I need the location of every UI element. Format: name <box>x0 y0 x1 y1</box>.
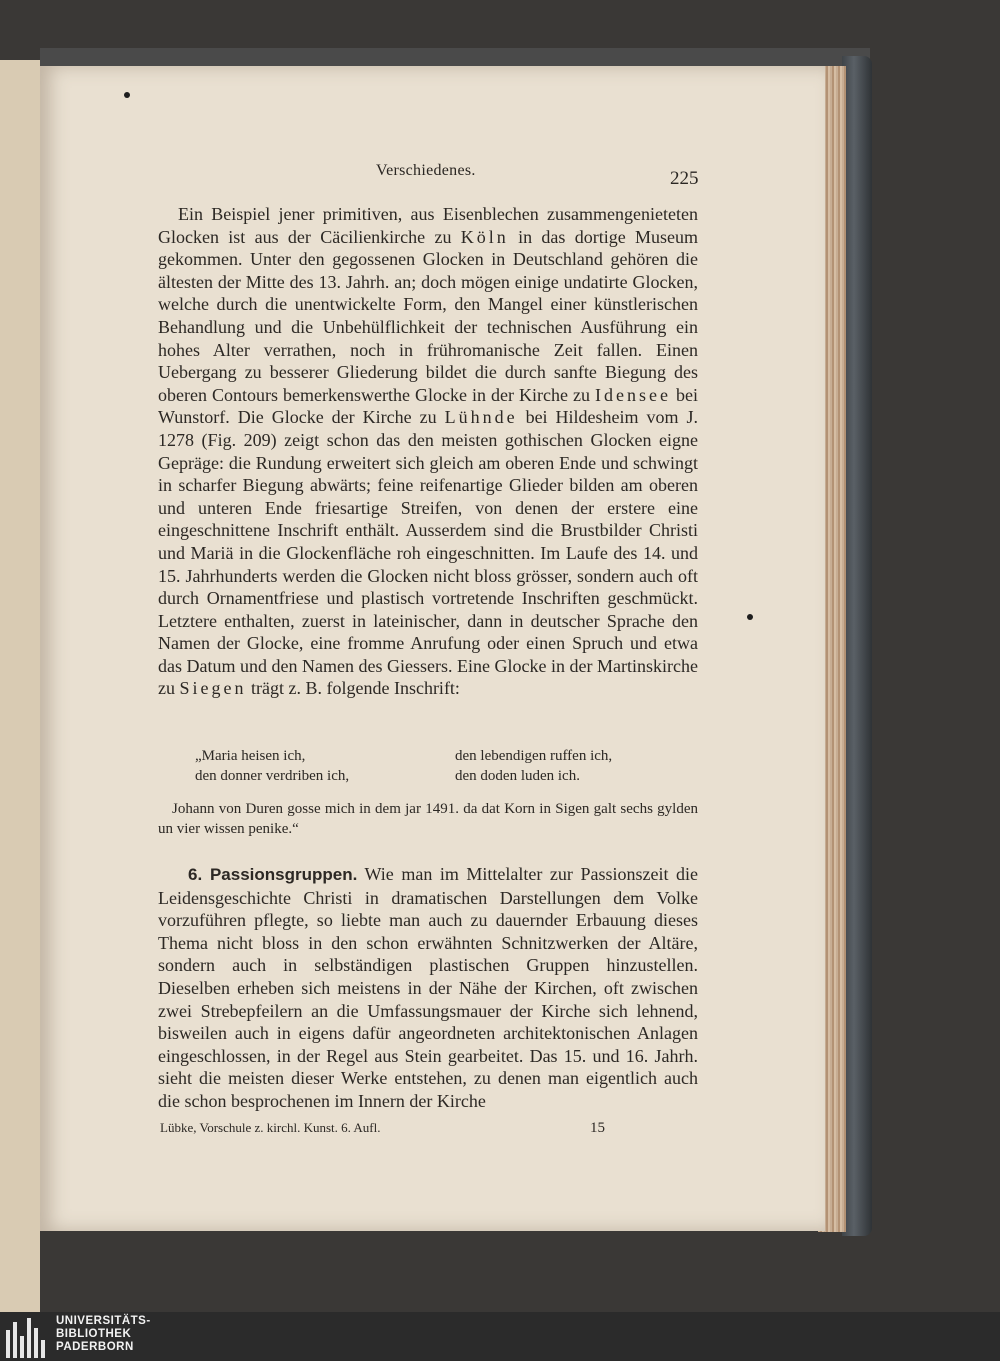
signature-line <box>160 1120 700 1136</box>
library-logo-text <box>56 1315 151 1354</box>
speck-mark <box>124 92 130 98</box>
page-number: 225 <box>670 168 699 189</box>
verse-line: „Maria heisen ich, <box>195 748 306 764</box>
library-footer <box>0 1312 1000 1361</box>
book-cover-top <box>40 48 870 68</box>
place-name-koeln: Köln <box>460 226 509 247</box>
verse-row <box>195 766 695 786</box>
text-run: Ein Beispiel jener primitiven, aus Eisenblechen zusammengenieteten Glocken ist aus der Cäcilienkirche zu <box>158 204 698 247</box>
place-name-siegen: Siegen <box>179 678 247 699</box>
verse-line: den doden luden ich. <box>455 768 580 784</box>
library-logo-icon <box>6 1318 50 1358</box>
signature-text: Lübke, Vorschule z. kirchl. Kunst. 6. Aufl. <box>160 1120 381 1135</box>
book-cover-right <box>842 56 872 1236</box>
text-run: in das dortige Museum gekommen. Unter den gegossenen Glocken in Deutschland gehören die ältesten der Mitte des 13. Jahrh. an; doch mögen einige undatirte Glocken, welche durch die unentwickelte Form, den Mangel einer künstlerischen Behandlung und die Unbehülflichkeit der technischen Ausführung ein hohes Alter verrathen, noch in frühromanische Zeit fallen. Einen Uebergang zu besserer Gliederung bildet die durch sanfte Biegung des oberen Contours bemerkenswerthe Glocke in der Kirche zu <box>158 226 699 405</box>
section-text: Wie man im Mittelalter zur Passionszeit die Leidensgeschichte Christi in dramatischen Darstellungen dem Volke vorzuführen pflegte, so liebte man auch zu dauernder Erbauung dieses Thema nicht bloss in den schon erwähnten Schnitzwerken der Altäre, sondern auch in selbständigen plastischen Gruppen hinzustellen. Dieselben erheben sich meistens in der Nähe der Kirchen, oft zwischen zwei Strebepfeilern an die Umfassungsmauer der Kirche sich lehnend, bisweilen auch in eigens dafür angeordneten architektonischen Anlagen eingeschlossen, in der Regel aus Stein gearbeitet. Das 15. und 16. Jahrh. sieht die meisten dieser Werke entstehen, zu denen man eigentlich auch die schon besprochenen im Innern der Kirche <box>158 864 698 1111</box>
text-run: trägt z. B. folgende Inschrift: <box>246 678 460 699</box>
signature-number: 15 <box>590 1120 605 1136</box>
logo-line: BIBLIOTHEK <box>56 1328 132 1340</box>
text-run: bei Wunstorf. Die Glocke der Kirche zu <box>158 384 698 428</box>
place-name-idensee: Idensee <box>595 384 671 405</box>
logo-line: UNIVERSITÄTS- <box>56 1315 151 1327</box>
running-head-title: Verschiedenes. <box>376 162 476 179</box>
section-heading: 6. Passionsgruppen. <box>188 865 358 884</box>
verse-line: den lebendigen ruffen ich, <box>455 748 613 764</box>
section-passionsgruppen <box>158 863 698 1113</box>
verse-line: den donner verdriben ich, <box>195 768 350 784</box>
place-name-luehnde: Lühnde <box>444 407 518 428</box>
main-text-block <box>158 203 698 700</box>
book-page <box>40 66 825 1231</box>
text-run: bei Hildesheim vom J. 1278 (Fig. 209) zeigt schon das den meisten gothischen Glocken eigne Gepräge: die Rundung erweitert sich gleich am oberen Ende und schwingt in scharfer Biegung abwärts; feine reifenartige Glieder bilden am oberen und unteren Ende friesartige Streifen, von denen der erstere eine eingeschnittene Inschrift enthält. Ausserdem sind die Brustbilder Christi und Mariä in die Glockenfläche roh eingeschnitten. Im Laufe des 14. und 15. Jahrhunderts werden die Glocken nicht bloss grösser, sondern auch oft durch Ornamentfriese und plastisch vortretende Inschriften geschmückt. Letztere enthalten, zuerst in lateinischer, dann in deutscher Sprache den Namen der Glocke, eine fromme Anrufung oder einen Spruch und etwa das Datum und den Namen des Giessers. Eine Glocke in der Martinskirche zu <box>158 407 698 699</box>
speck-mark <box>747 614 753 620</box>
paragraph-bells <box>158 203 698 700</box>
inscription-continuation: Johann von Duren gosse mich in dem jar 1491. da dat Korn in Sigen galt sechs gylden un vier wissen penike.“ <box>158 801 698 837</box>
bell-inscription-verse <box>195 746 695 786</box>
paragraph-passion <box>158 863 698 1113</box>
logo-line: PADERBORN <box>56 1341 134 1353</box>
verse-row <box>195 746 695 766</box>
left-page-edge <box>0 60 40 1312</box>
